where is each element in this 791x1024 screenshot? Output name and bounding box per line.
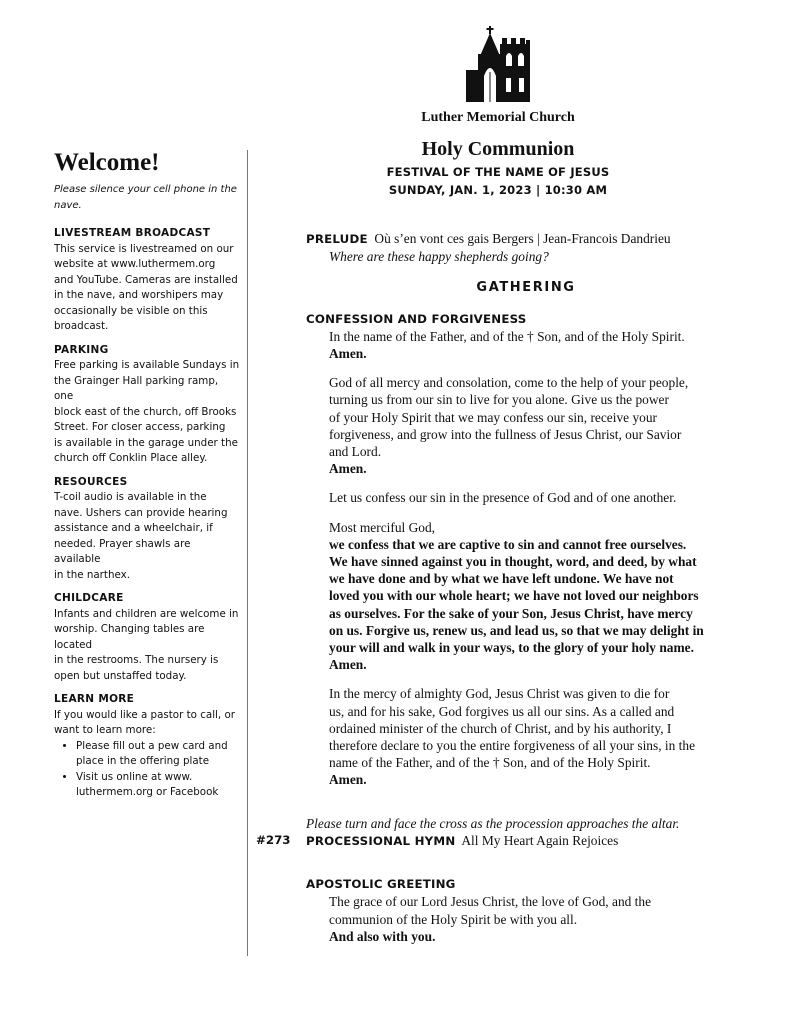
sidebar-text-line: Infants and children are welcome in <box>54 607 239 620</box>
text-line: of your Holy Spirit that we may confess our sin, receive your <box>329 409 657 425</box>
amen-response: Amen. <box>329 346 367 362</box>
sidebar-text-line: and YouTube. Cameras are installed <box>54 273 238 286</box>
prelude <box>306 230 746 248</box>
service-title: Holy Communion <box>421 138 575 160</box>
text-line: turning us from our sin to live for you alone. Give us the power <box>329 392 669 408</box>
sidebar-bullet-line: • Visit us online at www. <box>76 770 193 783</box>
opening-prayer <box>329 374 746 477</box>
text-line: we have done and by what we have left undone. We have not <box>329 571 674 587</box>
text-line: forgiveness, and grow into the fullness of Jesus Christ, our Savior <box>329 426 682 442</box>
festival-title: FESTIVAL OF THE NAME OF JESUS <box>386 165 610 179</box>
text-line: we confess that we are captive to sin and cannot free ourselves. <box>329 536 687 552</box>
confession-prayer <box>329 519 746 674</box>
church-building-icon <box>464 26 532 102</box>
text-line: ordained minister of the church of Christ, and by his authority, I <box>329 720 672 736</box>
sidebar-bullet-line: • Please fill out a pew card and <box>76 739 228 752</box>
sidebar-section-heading: CHILDCARE <box>54 592 124 604</box>
welcome-heading: Welcome! <box>54 149 160 176</box>
service-date: SUNDAY, JAN. 1, 2023 | 10:30 AM <box>388 183 608 197</box>
confession-invitation <box>329 489 746 506</box>
sidebar-text-line: needed. Prayer shawls are available <box>54 537 191 565</box>
sidebar-section-heading: LEARN MORE <box>54 693 135 705</box>
text-line: In the mercy of almighty God, Jesus Christ was given to die for <box>329 686 670 702</box>
absolution-lines <box>329 685 746 771</box>
column-divider <box>247 150 248 956</box>
text-line: In the name of the Father, and of the † Son, and of the Holy Spirit. <box>329 328 685 344</box>
confession-heading: CONFESSION AND FORGIVENESS <box>306 311 527 326</box>
gathering-heading: GATHERING <box>476 280 576 296</box>
sidebar-section-heading: PARKING <box>54 343 109 356</box>
sidebar-text-line: Free parking is available Sundays in <box>54 359 240 371</box>
sidebar-text-line: T-coil audio is available in the <box>54 491 207 503</box>
text-line: therefore declare to you the entire forgiveness of all your sins, in the <box>329 738 696 754</box>
sidebar-text-line: nave. Ushers can provide hearing <box>54 506 228 519</box>
sidebar-text-line: block east of the church, off Brooks <box>54 405 237 418</box>
greeting-response: And also with you. <box>329 928 436 944</box>
sidebar-text-line: website at www.luthermem.org <box>54 258 216 270</box>
hymn-title: All My Heart Again Rejoices <box>461 832 619 848</box>
sidebar-bullet-item <box>76 739 240 770</box>
hymn-label: PROCESSIONAL HYMN <box>306 833 456 848</box>
text-line: on us. Forgive us, renew us, and lead us, so that we may delight in <box>329 622 704 638</box>
text-line: Let us confess our sin in the presence of God and of one another. <box>329 490 677 506</box>
amen-response: Amen. <box>329 772 367 788</box>
sidebar-text-line: Street. For closer access, parking <box>54 421 226 433</box>
confession-response <box>329 536 746 656</box>
text-line: as ourselves. For the sake of your Son, Jesus Christ, have mercy <box>329 605 693 621</box>
invocation <box>329 328 746 362</box>
text-line: us, and for his sake, God forgives us all our sins. As a called and <box>329 703 675 719</box>
text-line: loved you with our whole heart; we have not loved our neighbors <box>329 588 699 604</box>
sidebar-text-line: broadcast. <box>54 320 109 332</box>
church-name: Luther Memorial Church <box>421 110 575 125</box>
sidebar-text-line: assistance and a wheelchair, if <box>54 522 213 534</box>
prelude-translation: Where are these happy shepherds going? <box>329 249 549 265</box>
hymn-number: #273 <box>256 832 291 847</box>
text-line: communion of the Holy Spirit be with you all. <box>329 911 578 927</box>
prelude-title: Où s’en vont ces gais Bergers | Jean-Francois Dandrieu <box>374 231 671 246</box>
text-line: your will and walk in your ways, to the glory of your holy name. <box>329 640 694 656</box>
absolution <box>329 685 746 788</box>
sidebar-text-line: This service is livestreamed on our <box>54 242 234 255</box>
sidebar-text-line: the Grainger Hall parking ramp, one <box>54 374 219 402</box>
sidebar-text-line: If you would like a pastor to call, or <box>54 708 235 721</box>
prelude-label: PRELUDE <box>306 232 368 246</box>
text-line: God of all mercy and consolation, come to the help of your people, <box>329 375 689 391</box>
text-line: We have sinned against you in thought, word, and deed, by what <box>329 554 697 570</box>
sidebar-text-line: in the narthex. <box>54 568 130 581</box>
sidebar-section-heading: RESOURCES <box>54 475 128 488</box>
greeting-body <box>306 893 746 945</box>
welcome-sidebar <box>54 148 240 801</box>
greeting-heading: APOSTOLIC GREETING <box>306 877 456 892</box>
text-line: and Lord. <box>329 444 382 460</box>
text-line: The grace of our Lord Jesus Christ, the love of God, and the <box>329 894 652 910</box>
sidebar-bullet-line: luthermem.org or Facebook <box>76 786 219 798</box>
sidebar-bullet-line: place in the offering plate <box>76 755 210 767</box>
sidebar-sections <box>54 226 240 801</box>
greeting-lines <box>329 893 746 927</box>
sidebar-section-heading: LIVESTREAM BROADCAST <box>54 227 211 239</box>
order-of-worship <box>256 230 746 945</box>
sidebar-text-line: church off Conklin Place alley. <box>54 452 208 464</box>
confession-address: Most merciful God, <box>329 519 435 535</box>
amen-response: Amen. <box>329 657 367 673</box>
sidebar-text-line: in the restrooms. The nursery is <box>54 654 219 666</box>
sidebar-text-line: open but unstaffed today. <box>54 669 187 682</box>
procession-note: Please turn and face the cross as the procession approaches the altar. <box>306 815 680 831</box>
sidebar-text-line: want to learn more: <box>54 724 156 736</box>
text-line: name of the Father, and of the † Son, and of the Holy Spirit. <box>329 755 651 771</box>
sidebar-text-line: is available in the garage under the <box>54 436 238 449</box>
silence-note: Please silence your cell phone in the nave. <box>54 184 237 211</box>
amen-response: Amen. <box>329 461 367 477</box>
processional-hymn <box>256 832 746 850</box>
sidebar-bullet-item <box>76 770 240 801</box>
sidebar-bullet-list <box>54 739 240 801</box>
invocation-lines <box>329 328 746 345</box>
sidebar-text-line: worship. Changing tables are located <box>54 623 205 651</box>
sidebar-text-line: occasionally be visible on this <box>54 304 208 317</box>
sidebar-text-line: in the nave, and worshipers may <box>54 289 224 301</box>
prayer-lines <box>329 374 746 460</box>
